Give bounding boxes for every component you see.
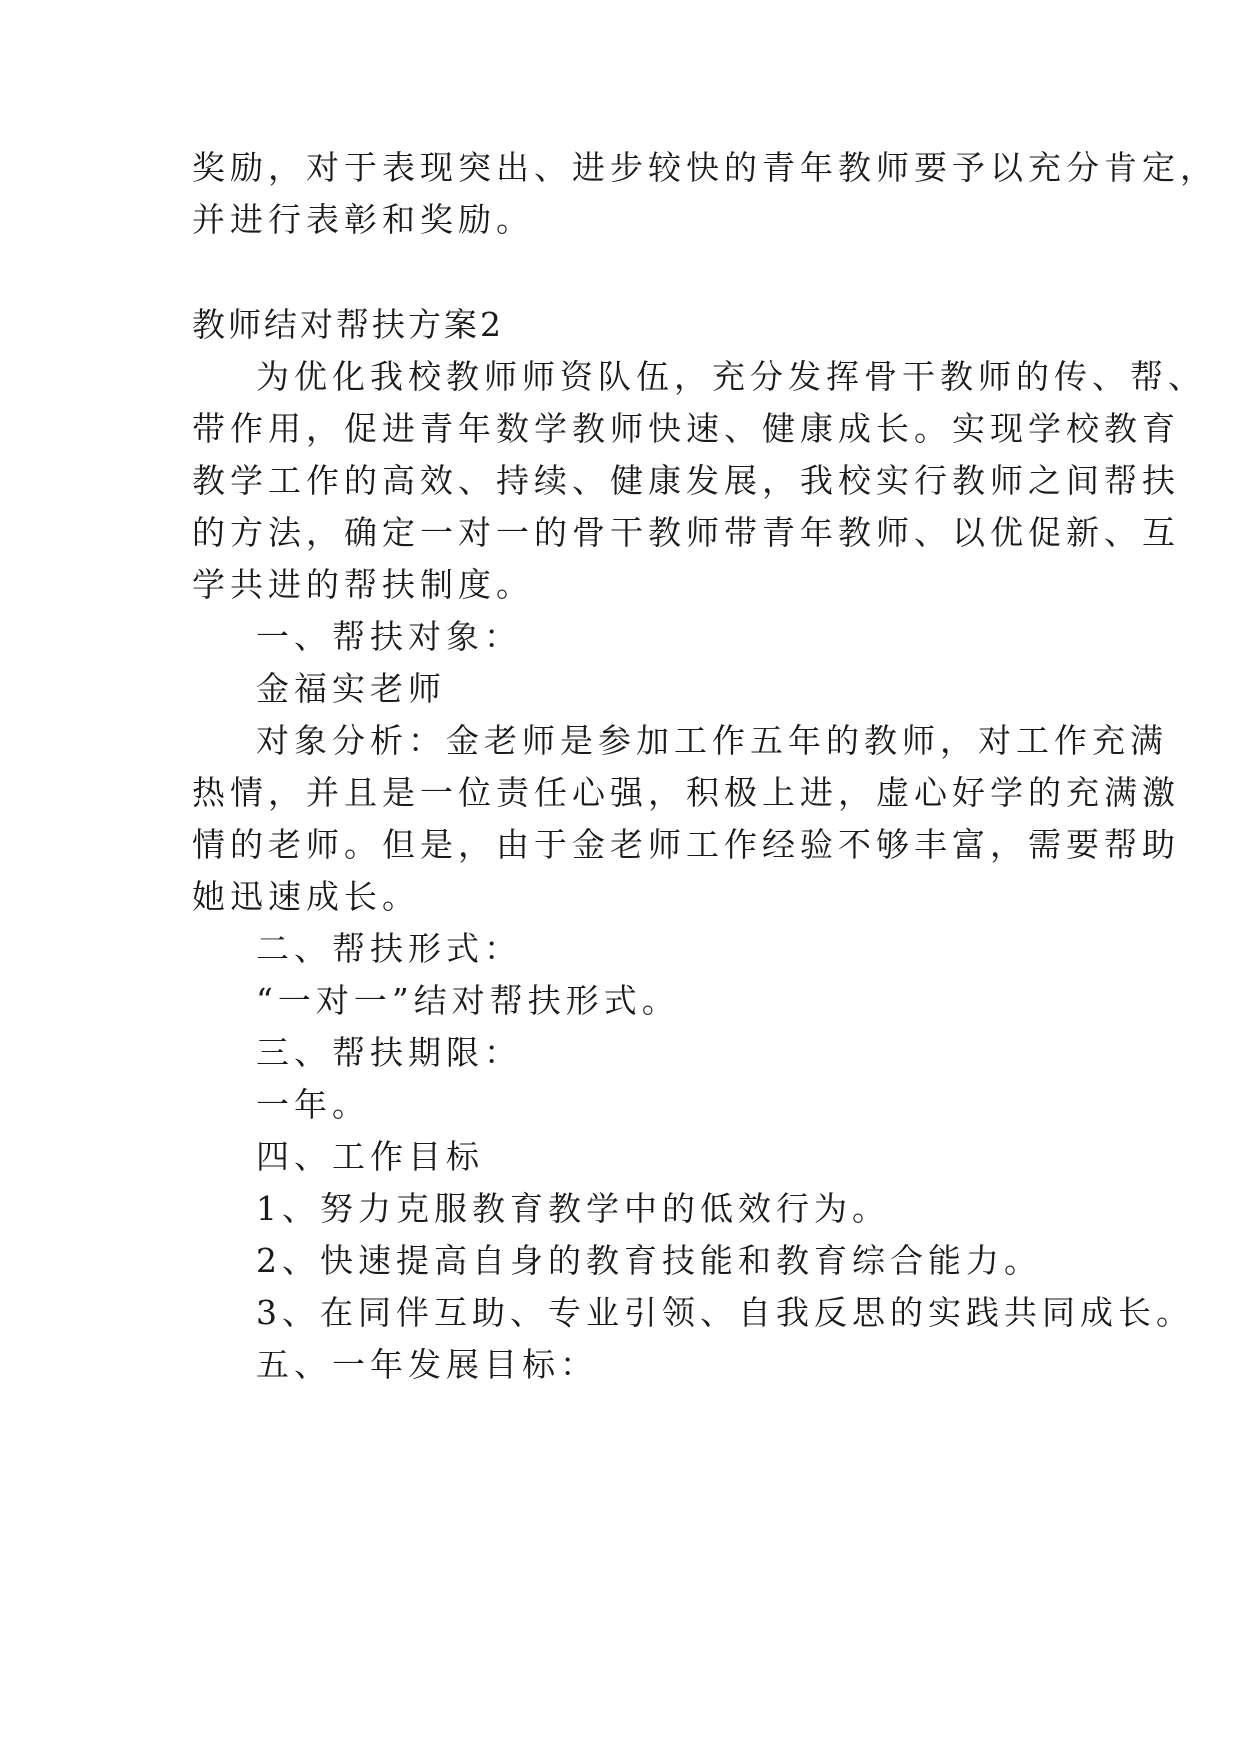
analysis-line-1: 对象分析：金老师是参加工作五年的教师，对工作充满: [256, 721, 1168, 760]
heading-help-period: 三、帮扶期限：: [256, 1033, 522, 1072]
help-period-text: 一年。: [256, 1085, 370, 1124]
heading-work-goals: 四、工作目标: [256, 1137, 484, 1176]
continuation-line-2: 并进行表彰和奖励。: [192, 200, 534, 239]
intro-line-5: 学共进的帮扶制度。: [192, 565, 534, 604]
help-form-text: “一对一”结对帮扶形式。: [256, 981, 680, 1020]
heading-annual-goals: 五、一年发展目标：: [256, 1345, 598, 1384]
section-title: 教师结对帮扶方案2: [192, 305, 504, 344]
intro-line-3: 教学工作的高效、持续、健康发展，我校实行教师之间帮扶: [192, 461, 1180, 500]
goal-item-3: 3、在同伴互助、专业引领、自我反思的实践共同成长。: [256, 1293, 1194, 1332]
analysis-line-2: 热情，并且是一位责任心强，积极上进，虚心好学的充满激: [192, 773, 1180, 812]
heading-help-target: 一、帮扶对象：: [256, 617, 522, 656]
target-name: 金福实老师: [256, 669, 446, 708]
intro-line-4: 的方法，确定一对一的骨干教师带青年教师、以优促新、互: [192, 513, 1180, 552]
analysis-line-3: 情的老师。但是，由于金老师工作经验不够丰富，需要帮助: [192, 825, 1180, 864]
intro-line-2: 带作用，促进青年数学教师快速、健康成长。实现学校教育: [192, 409, 1180, 448]
goal-item-2: 2、快速提高自身的教育技能和教育综合能力。: [256, 1241, 1042, 1280]
goal-item-1: 1、努力克服教育教学中的低效行为。: [256, 1189, 890, 1228]
analysis-line-4: 她迅速成长。: [192, 877, 420, 916]
heading-help-form: 二、帮扶形式：: [256, 929, 522, 968]
continuation-line-1: 奖励，对于表现突出、进步较快的青年教师要予以充分肯定，: [192, 148, 1218, 187]
intro-line-1: 为优化我校教师师资队伍，充分发挥骨干教师的传、帮、: [256, 357, 1206, 396]
